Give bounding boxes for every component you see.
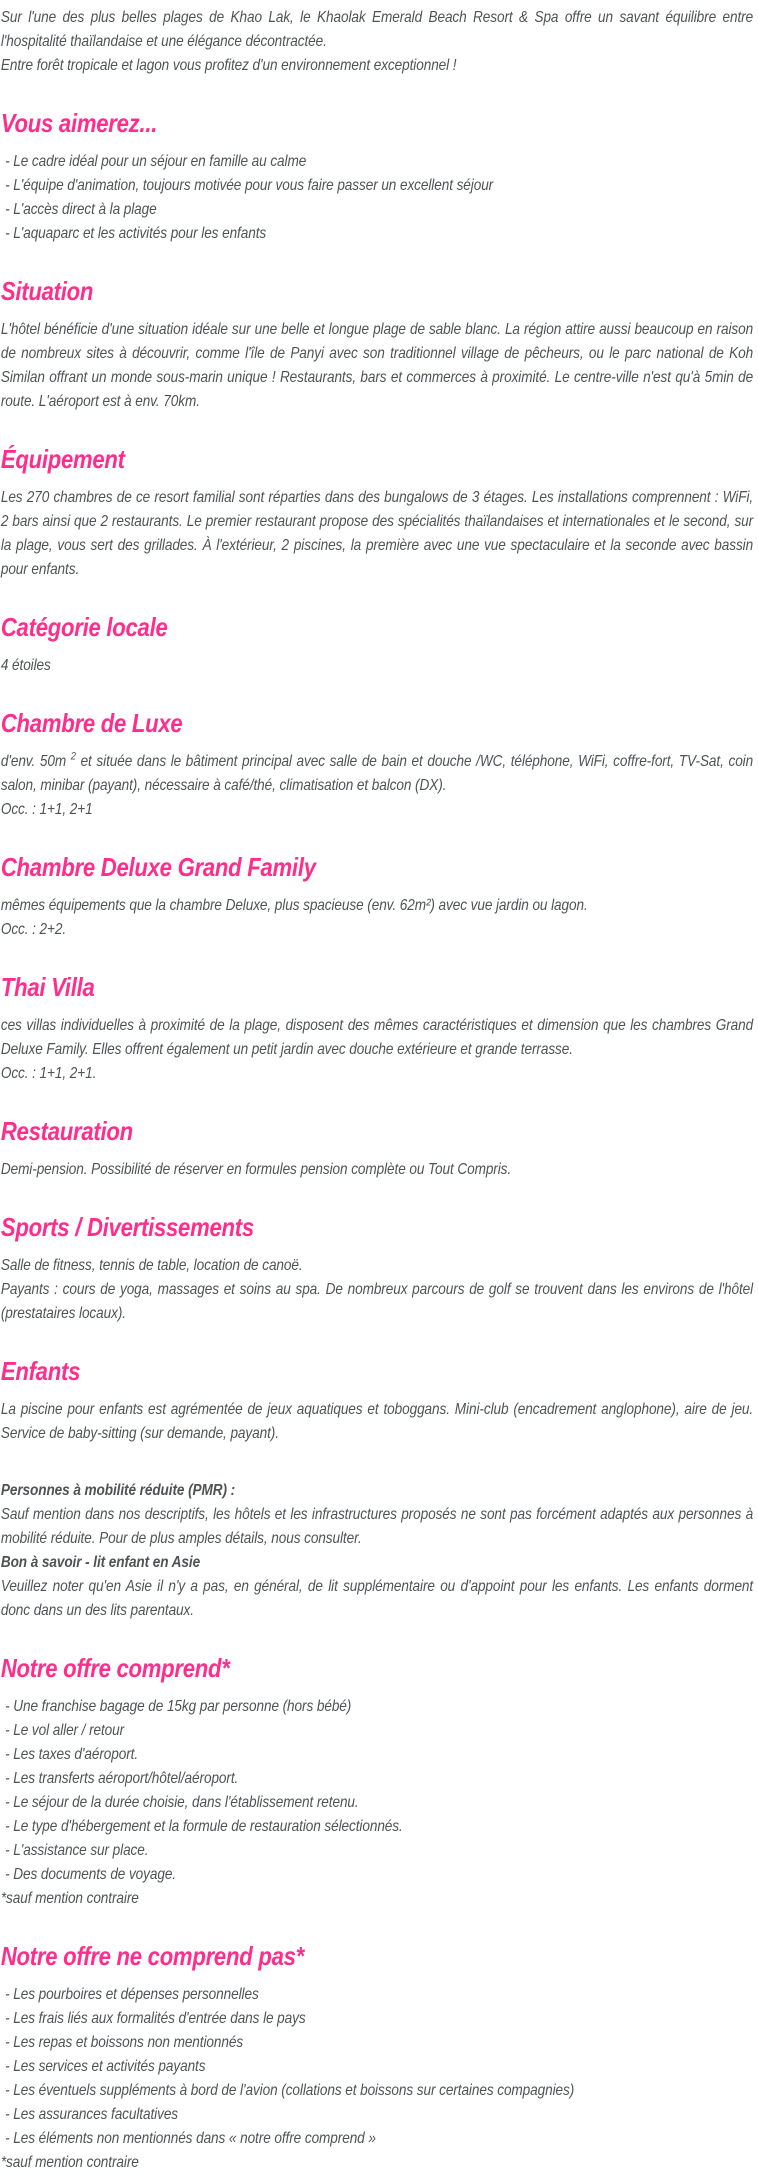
section-paragraph: Demi-pension. Possibilité de réserver en formules pension complète ou Tout Compris. — [0, 1161, 512, 1178]
list-item: - L'aquaparc et les activités pour les enfants — [5, 225, 267, 242]
section-paragraph: L'hôtel bénéficie d'une situation idéale sur une belle et longue plage de sable blanc. La région attire aussi beaucoup en raison de nombreux sites à découvrir, comme l'île de Panyi avec son traditionnel village de pêcheurs, ou le parc national de Koh Similan offrant un monde sous-marin unique ! Restaurants, bars et commerces à proximité. Le centre-ville n'est qu'à 5min de route. L'aéroport est à env. 70km. — [0, 321, 754, 410]
room-desc-text: et située dans le bâtiment principal avec salle de bain et douche /WC, téléphone, WiFi, coffre-fort, TV-Sat, coin salon, minibar (payant), nécessaire à café/thé, climatisation et balcon (DX). — [0, 753, 754, 794]
section-paragraph: La piscine pour enfants est agrémentée de jeux aquatiques et toboggans. Mini-club (encadrement anglophone), aire de jeu. Service de baby-sitting (sur demande, payant). — [0, 1401, 754, 1442]
section-title: Chambre de Luxe — [0, 708, 183, 738]
pmr-title: Personnes à mobilité réduite (PMR) : — [0, 1482, 236, 1499]
section-situation — [1, 276, 753, 414]
section-restauration — [1, 1116, 753, 1182]
section-title: Chambre Deluxe Grand Family — [0, 852, 316, 882]
section-title: Situation — [0, 276, 94, 306]
intro-line-2: Entre forêt tropicale et lagon vous profitez d'un environnement exceptionnel ! — [0, 57, 457, 74]
section-title: Catégorie locale — [0, 612, 168, 642]
local-category-rating: 4 étoiles — [0, 657, 51, 674]
list-item: - Le type d'hébergement et la formule de restauration sélectionnés. — [5, 1818, 403, 1835]
room-desc-text: ces villas individuelles à proximité de la plage, disposent des mêmes caractéristiques et dimension que les chambres Grand Deluxe Family. Elles offrent également un petit jardin avec douche extérieure et grande terrasse. — [0, 1017, 754, 1058]
section-title: Notre offre ne comprend pas* — [0, 1941, 305, 1971]
section-chambre-de-luxe — [1, 708, 753, 822]
notes-paragraph — [1, 1479, 753, 1623]
bon-a-savoir-text: Veuillez noter qu'en Asie il n'y a pas, en général, de lit supplémentaire ou d'appoint pour les enfants. Les enfants dorment donc dans un des lits parentaux. — [0, 1578, 754, 1619]
section-title: Équipement — [0, 444, 125, 474]
section-sports-divertissements — [1, 1212, 753, 1326]
section-title: Sports / Divertissements — [0, 1212, 254, 1242]
list-item: - Les taxes d'aéroport. — [5, 1746, 139, 1763]
list-item: - Des documents de voyage. — [5, 1866, 177, 1883]
section-title: Vous aimerez... — [0, 108, 158, 138]
section-offre-ne-comprend-pas — [1, 1941, 753, 2175]
list-item: - Les transferts aéroport/hôtel/aéroport. — [5, 1770, 239, 1787]
occupancy-line: Occ. : 1+1, 2+1 — [0, 801, 93, 818]
list-item: - Les repas et boissons non mentionnés — [5, 2034, 244, 2051]
section-paragraph: Les 270 chambres de ce resort familial sont réparties dans des bungalows de 3 étages. Les installations comprennent : WiFi, 2 bars ainsi que 2 restaurants. Le premier restaurant propose des spécialités thaïlandaises et internationales et le second, sur la plage, vous sert des grillades. À l'extérieur, 2 piscines, la première avec une vue spectaculaire et la seconde avec bassin pour enfants. — [0, 489, 754, 578]
offer-excludes-list — [1, 1983, 753, 2151]
bon-a-savoir-title: Bon à savoir - lit enfant en Asie — [0, 1554, 201, 1571]
occupancy-line: Occ. : 1+1, 2+1. — [0, 1065, 97, 1082]
pmr-text: Sauf mention dans nos descriptifs, les hôtels et les infrastructures proposés ne sont pas forcément adaptés aux personnes à mobilité réduite. Pour de plus amples détails, nous consulter. — [0, 1506, 754, 1547]
room-description — [1, 750, 753, 822]
list-item: - Les éléments non mentionnés dans « notre offre comprend » — [5, 2130, 376, 2147]
sports-free-line: Salle de fitness, tennis de table, location de canoë. — [0, 1257, 303, 1274]
section-chambre-deluxe-grand-family — [1, 852, 753, 942]
sports-paid-line: Payants : cours de yoga, massages et soins au spa. De nombreux parcours de golf se trouvent dans les environs de l'hôtel (prestataires locaux). — [0, 1281, 754, 1322]
list-item: - Le vol aller / retour — [5, 1722, 125, 1739]
section-title: Enfants — [0, 1356, 81, 1386]
section-thai-villa — [1, 972, 753, 1086]
list-item: - Les services et activités payants — [5, 2058, 206, 2075]
footnote: *sauf mention contraire — [0, 2154, 139, 2171]
room-desc-text: mêmes équipements que la chambre Deluxe, plus spacieuse (env. 62m²) avec vue jardin ou lagon. — [0, 897, 588, 914]
section-categorie-locale — [1, 612, 753, 678]
occupancy-line: Occ. : 2+2. — [0, 921, 67, 938]
offer-includes-list — [1, 1695, 753, 1887]
section-title: Restauration — [0, 1116, 133, 1146]
list-item: - Les assurances facultatives — [5, 2106, 179, 2123]
notes-block — [1, 1479, 753, 1623]
list-item: - Les éventuels suppléments à bord de l'avion (collations et boissons sur certaines compagnies) — [5, 2082, 575, 2099]
highlights-list — [1, 150, 753, 246]
list-item: - Les pourboires et dépenses personnelles — [5, 1986, 259, 2003]
room-description — [1, 894, 753, 942]
list-item: - Le cadre idéal pour un séjour en famille au calme — [5, 153, 307, 170]
section-title: Notre offre comprend* — [0, 1653, 230, 1683]
section-equipement — [1, 444, 753, 582]
list-item: - L'accès direct à la plage — [5, 201, 157, 218]
section-paragraph — [1, 1254, 753, 1326]
section-vous-aimerez — [1, 108, 753, 246]
superscript-square: 2 — [70, 750, 76, 763]
section-enfants — [1, 1356, 753, 1446]
intro-paragraph — [1, 6, 753, 78]
list-item: - Le séjour de la durée choisie, dans l'établissement retenu. — [5, 1794, 359, 1811]
list-item: - Une franchise bagage de 15kg par personne (hors bébé) — [5, 1698, 352, 1715]
list-item: - L'équipe d'animation, toujours motivée pour vous faire passer un excellent séjour — [5, 177, 494, 194]
intro-line-1: Sur l'une des plus belles plages de Khao Lak, le Khaolak Emerald Beach Resort & Spa offre un savant équilibre entre l'hospitalité thaïlandaise et une élégance décontractée. — [0, 9, 754, 50]
section-title: Thai Villa — [0, 972, 95, 1002]
footnote: *sauf mention contraire — [0, 1890, 139, 1907]
room-desc-text: d'env. 50m — [0, 753, 71, 770]
room-description — [1, 1014, 753, 1086]
list-item: - Les frais liés aux formalités d'entrée dans le pays — [5, 2010, 306, 2027]
list-item: - L'assistance sur place. — [5, 1842, 149, 1859]
section-offre-comprend — [1, 1653, 753, 1911]
